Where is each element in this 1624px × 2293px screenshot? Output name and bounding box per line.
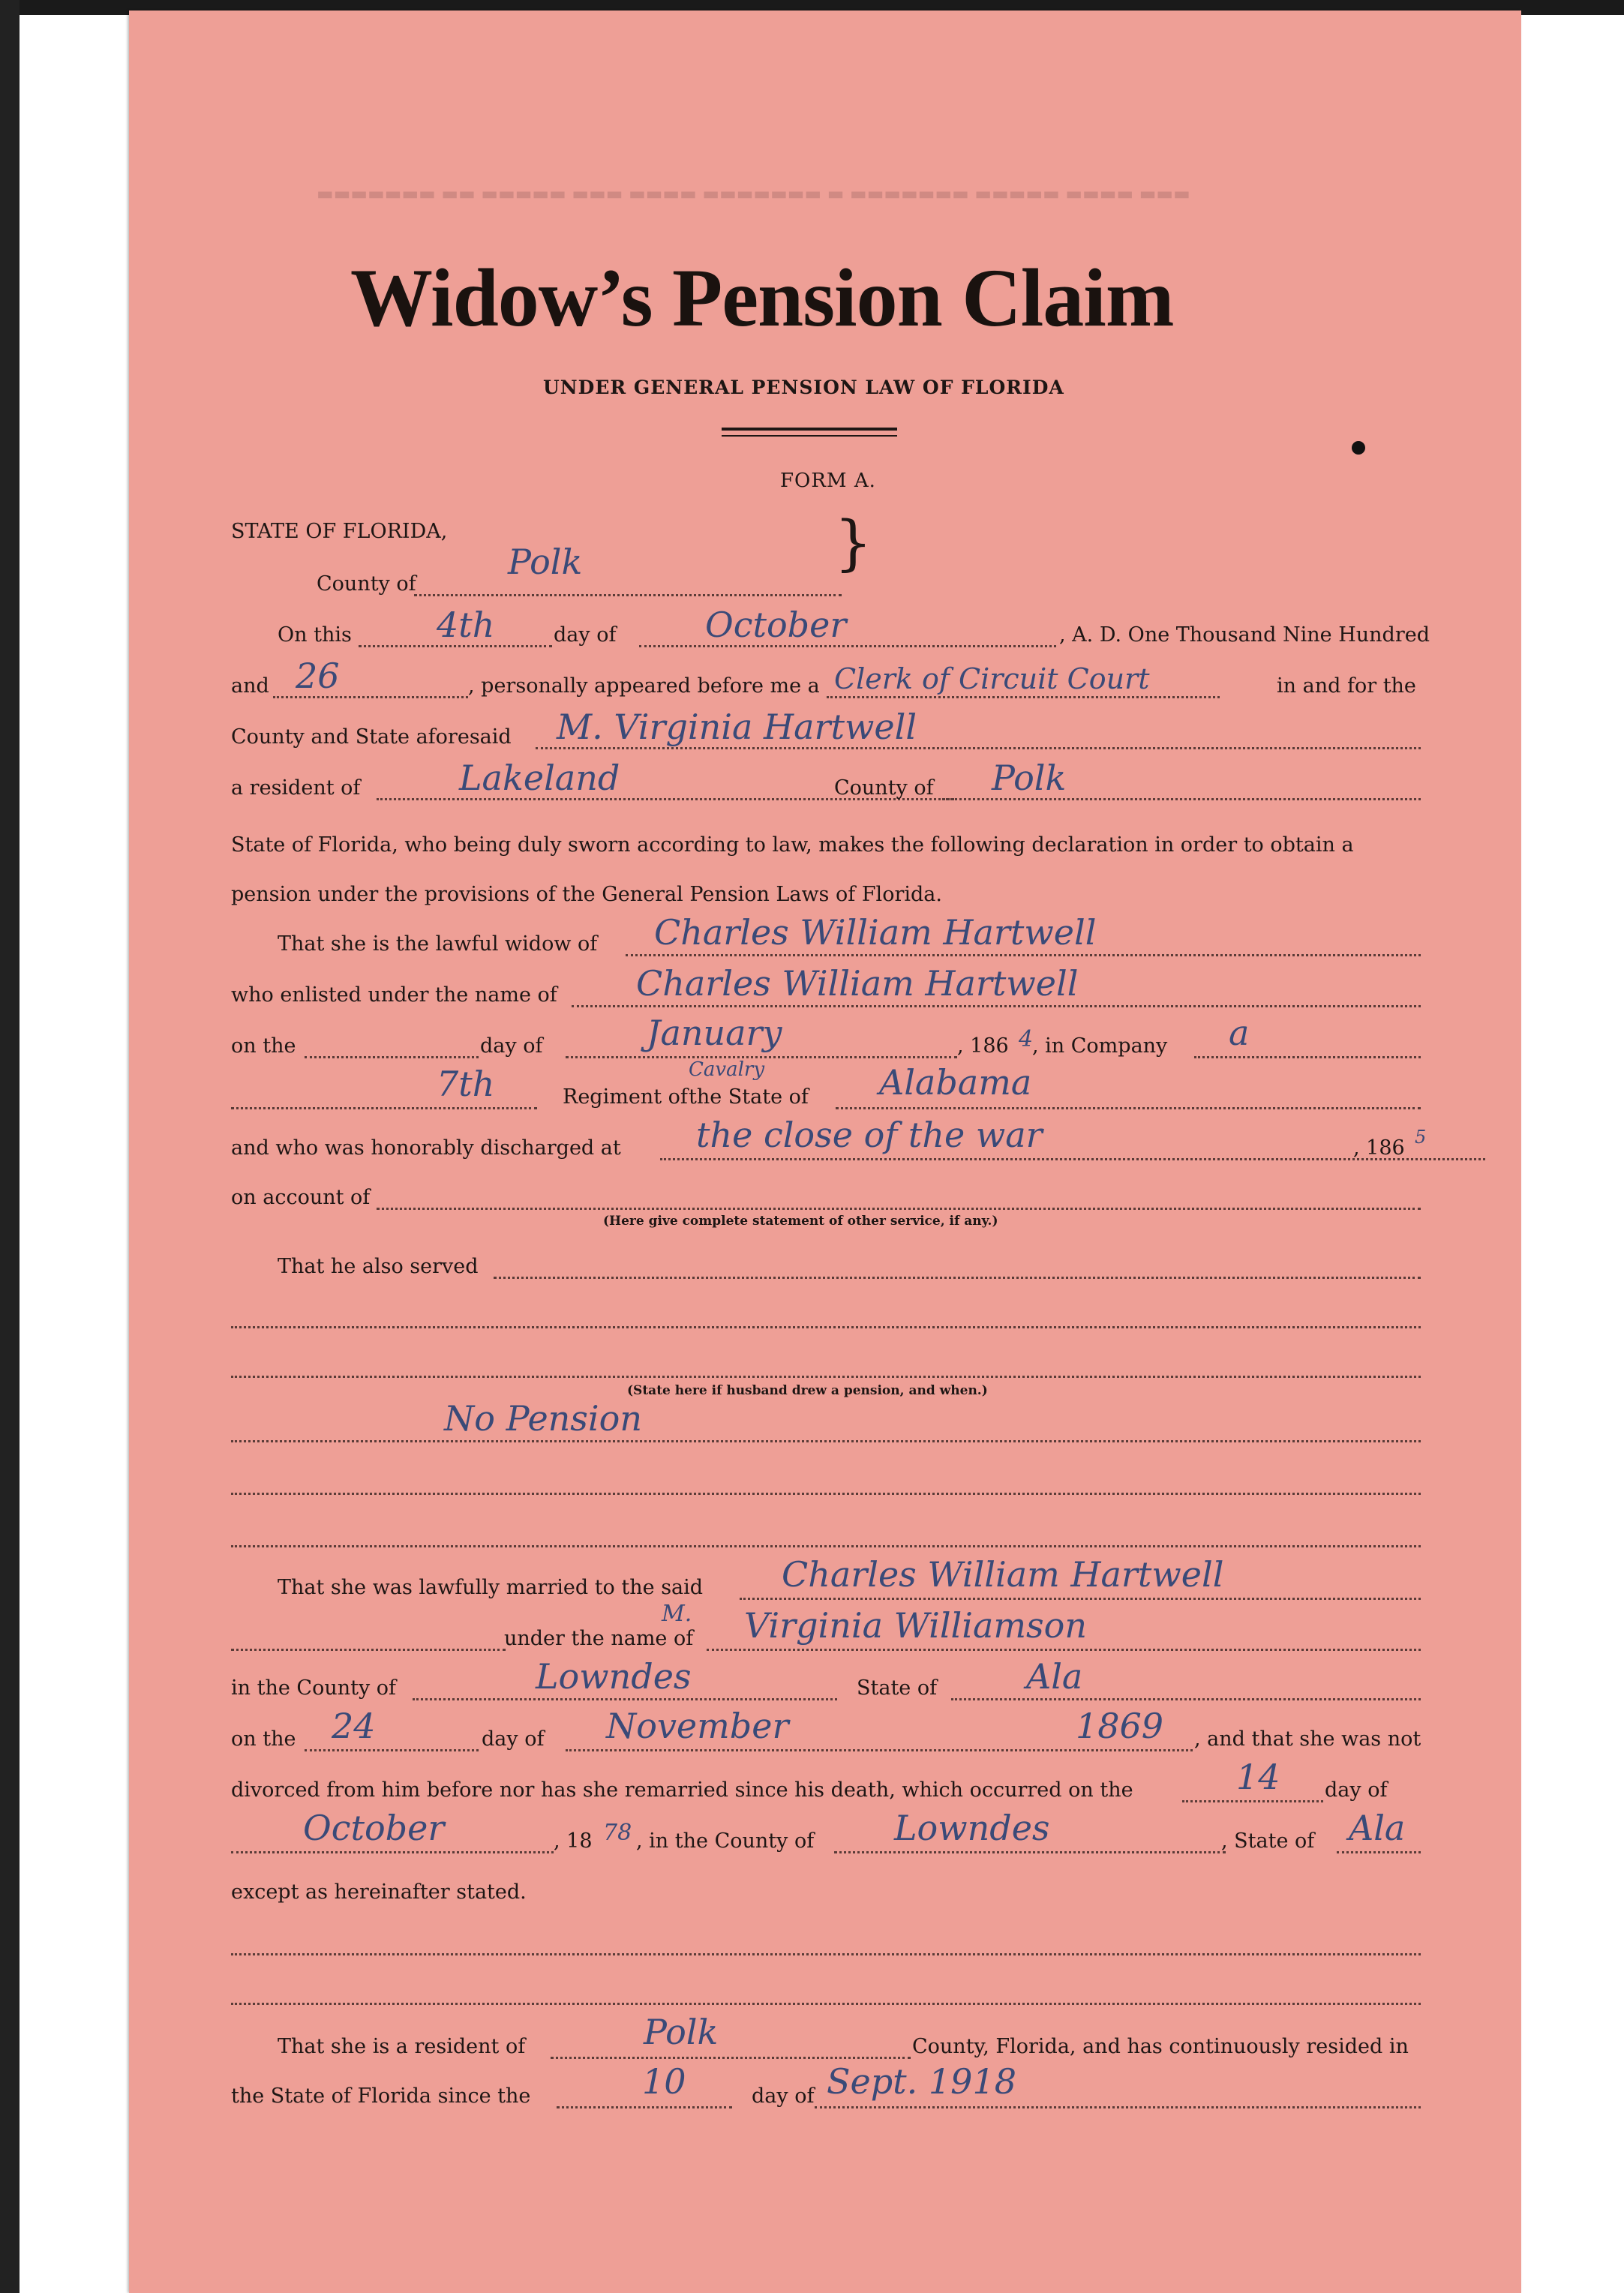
company-line bbox=[1194, 1056, 1421, 1058]
death-day-of-label: day of bbox=[1325, 1778, 1388, 1802]
resident-county-value: Polk bbox=[644, 2012, 719, 2052]
except-text: except as hereinafter stated. bbox=[231, 1880, 527, 1904]
state-of-florida-label: STATE OF FLORIDA, bbox=[231, 520, 448, 543]
scanner-edge-left bbox=[0, 0, 20, 2293]
discharge-place-value: the close of the war bbox=[696, 1115, 1043, 1155]
not-text: , and that she was not bbox=[1194, 1727, 1421, 1751]
death-month-line bbox=[231, 1851, 554, 1853]
death-year-digits: 78 bbox=[603, 1820, 632, 1846]
death-county-label: , in the County of bbox=[636, 1829, 815, 1853]
month-line bbox=[639, 645, 1056, 647]
day-of-label-2: day of bbox=[480, 1034, 543, 1058]
under-the-name-of-label: under the name of bbox=[504, 1627, 694, 1650]
regiment-line bbox=[231, 1107, 537, 1109]
death-year-prefix: , 18 bbox=[554, 1829, 593, 1853]
ad-text: , A. D. One Thousand Nine Hundred bbox=[1059, 623, 1430, 647]
venue-brace: } bbox=[834, 508, 872, 578]
county-value: Polk bbox=[508, 542, 583, 582]
also-served-line-2 bbox=[231, 1326, 1421, 1328]
death-state-line bbox=[1337, 1851, 1421, 1853]
death-month-value: October bbox=[303, 1808, 445, 1848]
marriage-state-value: Ala bbox=[1026, 1656, 1083, 1697]
since-month-year-line bbox=[815, 2106, 1421, 2108]
marriage-year-value: 1869 bbox=[1076, 1706, 1164, 1746]
county-line bbox=[414, 594, 842, 596]
enlist-state-line bbox=[836, 1107, 1421, 1109]
maiden-name-line bbox=[707, 1649, 1421, 1651]
enlist-day-line bbox=[305, 1056, 479, 1058]
in-company-label: , in Company bbox=[1032, 1034, 1168, 1058]
officer-value: Clerk of Circuit Court bbox=[834, 662, 1150, 695]
death-county-value: Lowndes bbox=[894, 1808, 1050, 1848]
form-title: Widow’s Pension Claim bbox=[350, 252, 1174, 344]
lawful-widow-label: That she is the lawful widow of bbox=[278, 932, 598, 956]
enlisted-under-label: who enlisted under the name of bbox=[231, 983, 557, 1007]
since-day-line bbox=[557, 2106, 732, 2108]
other-service-note: (Here give complete statement of other service, if any.) bbox=[603, 1214, 998, 1229]
day-line bbox=[359, 645, 552, 647]
regiment-value: 7th bbox=[437, 1064, 495, 1104]
regiment-of-label: Regiment of bbox=[563, 1085, 688, 1109]
marriage-month-value: November bbox=[606, 1706, 789, 1746]
pension-status-value: No Pension bbox=[444, 1398, 642, 1439]
county-florida-text: County, Florida, and has continuously resided in bbox=[912, 2035, 1409, 2058]
except-line-2 bbox=[231, 2003, 1421, 2005]
residence-town-value: Lakeland bbox=[459, 758, 620, 798]
also-served-label: That he also served bbox=[278, 1255, 479, 1278]
on-the-label: on the bbox=[231, 1034, 296, 1058]
pension-note: (State here if husband drew a pension, and when.) bbox=[627, 1383, 988, 1398]
discharge-year-prefix: , 186 bbox=[1353, 1136, 1405, 1160]
county-of-label-2: County of bbox=[834, 776, 934, 800]
marriage-month-line bbox=[566, 1749, 1193, 1751]
pension-form-sheet bbox=[129, 11, 1521, 2293]
enlisted-name-line bbox=[572, 1005, 1421, 1007]
maiden-prefix-value: M. bbox=[662, 1601, 692, 1627]
residence-county-line bbox=[942, 798, 1421, 800]
header-rule-top bbox=[722, 428, 897, 431]
enlist-year-prefix: , 186 bbox=[957, 1034, 1009, 1058]
year-line bbox=[273, 696, 468, 698]
resident-of-label: That she is a resident of bbox=[278, 2035, 526, 2058]
ink-dot bbox=[1352, 441, 1365, 455]
and-label: and bbox=[231, 674, 269, 698]
husband-name-value: Charles William Hartwell bbox=[654, 912, 1097, 953]
since-the-label: the State of Florida since the bbox=[231, 2084, 531, 2108]
in-and-for-label: in and for the bbox=[1277, 674, 1416, 698]
maiden-name-value: Virginia Williamson bbox=[744, 1605, 1087, 1646]
year-value: 26 bbox=[296, 656, 340, 696]
marriage-on-the-label: on the bbox=[231, 1727, 296, 1751]
declaration-line-1: State of Florida, who being duly sworn according to law, makes the following declaration in order to obtain a bbox=[231, 833, 1354, 857]
residence-county-value: Polk bbox=[992, 758, 1067, 798]
form-subtitle: UNDER GENERAL PENSION LAW OF FLORIDA bbox=[543, 377, 1064, 398]
death-state-value: Ala bbox=[1349, 1808, 1406, 1848]
marriage-day-value: 24 bbox=[332, 1706, 376, 1746]
marriage-state-label: State of bbox=[857, 1676, 938, 1700]
except-line-1 bbox=[231, 1953, 1421, 1955]
death-county-line bbox=[834, 1851, 1226, 1853]
lawfully-married-label: That she was lawfully married to the said bbox=[278, 1576, 704, 1599]
death-day-value: 14 bbox=[1236, 1757, 1280, 1797]
day-value: 4th bbox=[437, 605, 495, 645]
bleed-through-text: ▬▬▬ ▬▬▬▬ ▬▬▬▬▬ ▬▬▬▬▬▬▬ ▬ ▬▬▬▬▬▬▬ ▬▬▬▬ ▬▬▬ ▬▬▬▬▬ ▬▬ ▬▬▬▬▬▬▬ bbox=[317, 183, 1190, 204]
since-month-year-value: Sept. 1918 bbox=[827, 2061, 1016, 2102]
claimant-value: M. Virginia Hartwell bbox=[557, 707, 917, 747]
since-day-value: 10 bbox=[642, 2061, 686, 2102]
the-state-of-label: the State of bbox=[689, 1085, 809, 1109]
marriage-day-line bbox=[305, 1749, 479, 1751]
death-day-line bbox=[1182, 1800, 1323, 1802]
personally-appeared-label: , personally appeared before me a bbox=[468, 674, 820, 698]
form-number: FORM A. bbox=[780, 470, 876, 492]
also-served-line-3 bbox=[231, 1376, 1421, 1378]
also-served-line-1 bbox=[494, 1277, 1421, 1279]
maiden-pre-line bbox=[231, 1649, 506, 1651]
marriage-county-value: Lowndes bbox=[536, 1656, 692, 1697]
resident-county-line bbox=[551, 2057, 911, 2059]
company-value: a bbox=[1229, 1013, 1250, 1053]
header-rule-bottom bbox=[722, 435, 897, 437]
death-state-label: , State of bbox=[1221, 1829, 1315, 1853]
enlist-year-digit: 4 bbox=[1019, 1026, 1034, 1052]
enlist-month-value: January bbox=[647, 1013, 782, 1053]
husband-name-line bbox=[626, 954, 1421, 956]
enlisted-name-value: Charles William Hartwell bbox=[636, 963, 1079, 1004]
divorced-text: divorced from him before nor has she remarried since his death, which occurred on the bbox=[231, 1778, 1133, 1802]
since-day-of-label: day of bbox=[752, 2084, 815, 2108]
discharged-at-label: and who was honorably discharged at bbox=[231, 1136, 621, 1160]
on-account-of-label: on account of bbox=[231, 1186, 371, 1209]
discharge-year-digit: 5 bbox=[1415, 1127, 1427, 1148]
claimant-line bbox=[536, 747, 1421, 749]
declaration-line-2: pension under the provisions of the General Pension Laws of Florida. bbox=[231, 883, 942, 906]
regiment-type-value: Cavalry bbox=[689, 1058, 765, 1081]
pension-line-2 bbox=[231, 1493, 1421, 1495]
county-label: County of bbox=[317, 572, 416, 596]
county-state-aforesaid-label: County and State aforesaid bbox=[231, 725, 512, 749]
marriage-county-label: in the County of bbox=[231, 1676, 397, 1700]
pension-line-1 bbox=[231, 1440, 1421, 1442]
on-this-label: On this bbox=[278, 623, 352, 647]
married-husband-value: Charles William Hartwell bbox=[782, 1554, 1224, 1595]
enlist-state-value: Alabama bbox=[879, 1062, 1032, 1103]
pension-line-3 bbox=[231, 1545, 1421, 1547]
day-of-label: day of bbox=[554, 623, 617, 647]
on-account-line bbox=[377, 1208, 1421, 1210]
married-husband-line bbox=[740, 1598, 1421, 1600]
marriage-day-of-label: day of bbox=[482, 1727, 545, 1751]
marriage-county-line bbox=[413, 1698, 837, 1700]
a-resident-of-label: a resident of bbox=[231, 776, 361, 800]
marriage-state-line bbox=[951, 1698, 1421, 1700]
month-value: October bbox=[705, 605, 847, 645]
